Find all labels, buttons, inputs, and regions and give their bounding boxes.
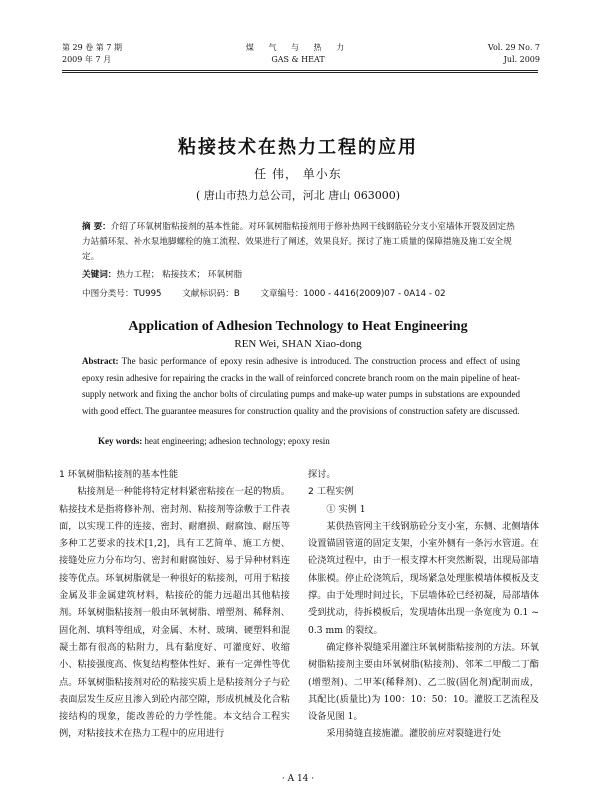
keywords-cn — [82, 268, 242, 280]
article-number: 文章编号：1000 - 4416(2009)07 - 0A14 - 02 — [260, 289, 446, 299]
paper-title: 粘接技术在热力工程的应用 — [178, 137, 418, 158]
example-1-paragraph-3: 采用骑缝直接施灌。灌胶前应对裂缝进行处 — [326, 728, 501, 740]
section-2-heading: 2 工程实例 — [308, 486, 354, 498]
example-1-heading: ① 实例 1 — [326, 503, 366, 515]
english-abstract — [82, 353, 520, 419]
english-abstract-label: Abstract: — [82, 356, 119, 366]
keywords-cn-label: 关键词： — [82, 270, 117, 280]
abstract-cn-label: 摘 要： — [82, 222, 111, 232]
english-abstract-text: The basic performance of epoxy resin adhesive is introduced. The construction process and effect of using epoxy resin adhesive for repairing the cracks in the wall of reinforced concrete branch room on the main pipeline of heat-supply network and fixing the anchor bolts of circulating pumps and make-up water pumps in substations are expounded with good effect. The guarantee measures for construction quality and the provisions of construction safety are discussed. — [82, 356, 521, 416]
journal-issue-info-en — [488, 42, 540, 66]
issue-date: 2009 年 7 月 — [62, 55, 112, 64]
body-column-left — [59, 466, 290, 743]
keywords-cn-text: 热力工程； 粘接技术； 环氧树脂 — [116, 270, 243, 280]
english-authors: REN Wei, SHAN Xiao-dong — [234, 338, 362, 350]
header-rule-thin — [62, 72, 538, 73]
section-1-heading: 1 环氧树脂粘接剂的基本性能 — [59, 469, 179, 480]
affiliation: ( 唐山市热力总公司，河北 唐山 063000) — [195, 189, 401, 202]
issue-date-en: Jul. 2009 — [503, 55, 540, 64]
journal-name-en: GAS & HEAT — [271, 55, 325, 64]
english-keywords-text: heat engineering; adhesion technology; epoxy resin — [144, 436, 330, 446]
volume-issue-en: Vol. 29 No. 7 — [487, 43, 540, 52]
english-keywords-label: Key words: — [98, 436, 143, 446]
journal-name-cn: 煤 气 与 热 力 — [245, 43, 351, 52]
page-number: · A 14 · — [281, 774, 315, 784]
volume-issue: 第 29 卷 第 7 期 — [62, 43, 122, 52]
authors: 任 伟， 单小东 — [254, 167, 342, 181]
example-1-paragraph-1: 某供热管网主干线钢筋砼分支小室，东侧、北侧墙体设置锚固管道的固定支架，小室外侧有一条污水管道。在砼浇筑过程中，由于一根支撑木杆突然断裂，出现局部墙体胀模。停止砼浇筑后，现场紧急处理胀模墙体模板及支撑。由于处理时间过长，下层墙体砼已经初凝，局部墙体受到扰动，待拆模板后，发现墙体出现一条宽度为 0.1 ~ 0.3 mm 的裂纹。 — [308, 520, 539, 636]
english-title: Application of Adhesion Technology to Heat Engineering — [128, 319, 468, 334]
body-column-right — [308, 466, 539, 743]
classification-line — [82, 287, 464, 299]
clc-number: 中图分类号：TU995 — [82, 289, 162, 299]
abstract-cn — [82, 220, 520, 265]
continued-text: 探讨。 — [308, 469, 336, 480]
example-1-paragraph-2: 确定修补裂缝采用灌注环氧树脂粘接剂的方法。环氧树脂粘接剂主要由环氧树脂(粘接剂)、邻苯二甲酸二丁酯(增塑剂)、二甲苯(稀释剂)、乙二胺(固化剂)配制而成，其配比(质量比)为 100：10：50：10。灌胶工艺流程及设备见图 1。 — [308, 641, 539, 723]
english-keywords — [98, 436, 330, 446]
header-rule — [62, 70, 538, 71]
section-1-paragraph: 粘接剂是一种能将特定材料紧密粘接在一起的物质。粘接技术是指将修补剂、密封剂、粘接剂等涂敷于工件表面，以实现工件的连接、密封、耐磨损、耐腐蚀、耐压等多种工艺要求的技术[1,2]，具有工艺简单、施工方便、接缝处应力分布均匀、密封和耐腐蚀好、易于异种材料连接等优点。环氧树脂就是一种很好的粘接剂，可用于粘接金属及非金属建筑材料，粘接砼的能力远超出其他粘接剂。环氧树脂粘接剂一般由环氧树脂、增塑剂、稀释剂、固化剂、填料等组成，对金属、木材、玻璃、硬塑料和混凝土都有很高的粘附力，具有黏度好、可灌度好、收缩小、粘接强度高、恢复结构整体性好、兼有一定弹性等优点。环氧树脂粘接剂对砼的粘接实质上是粘接剂分子与砼表面层发生反应且渗入到砼内部空隙，形成机械及化合粘接结构的现象，能改善砼的力学性能。本文结合工程实例，对粘接技术在热力工程中的应用进行 — [59, 486, 290, 740]
abstract-cn-text: 介绍了环氧树脂粘接剂的基本性能。对环氧树脂粘接剂用于修补热网干线钢筋砼分支小室墙体开裂及固定热力站循环泵、补水泵地脚螺栓的施工流程、效果进行了阐述，效果良好。探讨了施工质量的保障措施及施工安全规定。 — [82, 222, 515, 262]
document-code: 文献标识码：B — [182, 289, 240, 299]
